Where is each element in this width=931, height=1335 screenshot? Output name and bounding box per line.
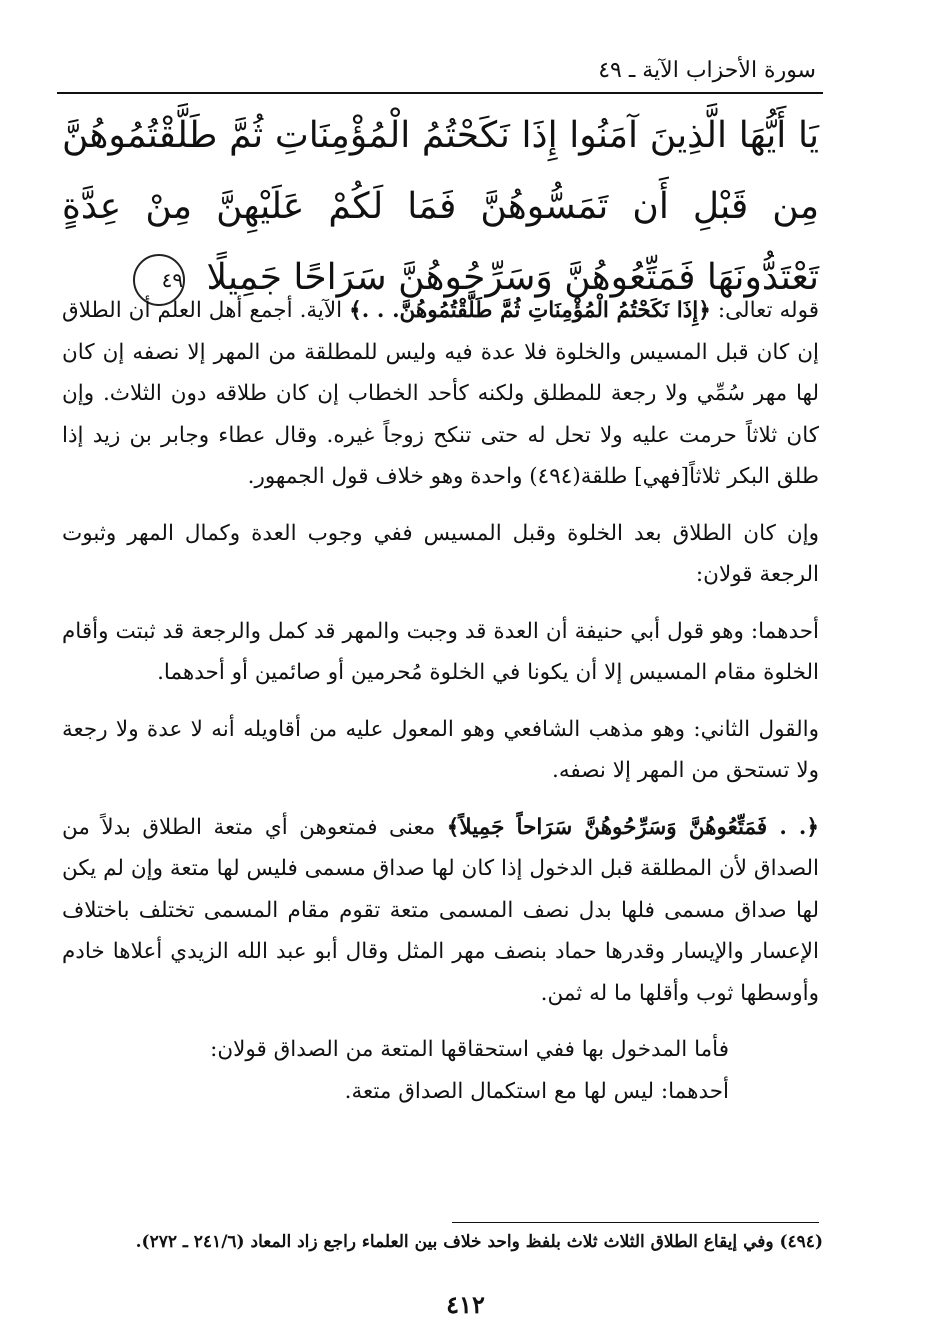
header-divider: [57, 92, 823, 94]
page-header-title: سورة الأحزاب الآية ـ ٤٩: [598, 58, 816, 83]
commentary-body: [62, 290, 819, 1112]
ayah-number-marker: ٤٩: [133, 254, 185, 306]
paragraph-1-text: الآية. أجمع أهل العلم أن الطلاق إن كان قبل المسيس والخلوة فلا عدة فيه وليس للمطلقة من المهر إلا نصفه إن كان لها مهر سُمِّي ولا رجعة للمطلق ولكنه كأحد الخطاب إن كان طلاقه دون الثلاث. وإن كان ثلاثاً حرمت عليه ولا تحل له حتى تنكح زوجاً غيره. وقال عطاء وجابر بن زيد إذا طلق البكر ثلاثاً[فهي] طلقة(٤٩٤) واحدة وهو خلاف قول الجمهور.: [62, 298, 819, 489]
footnote-divider: [452, 1222, 819, 1223]
footnote-494: (٤٩٤) وفي إيقاع الطلاق الثلاث ثلاث بلفظ واحد خلاف بين العلماء راجع زاد المعاد (٢٤١/٦ ـ ٢٧٢).: [135, 1232, 823, 1252]
paragraph-7: أحدهما: ليس لها مع استكمال الصداق متعة.: [344, 1078, 729, 1104]
paragraph-5-text: معنى فمتعوهن أي متعة الطلاق بدلاً من الصداق لأن المطلقة قبل الدخول إذا كان لها صداق مسمى فليس لها متعة وإن لم يكن لها صداق مسمى فلها بدل نصف المسمى متعة تقوم مقام المسمى تختلف باختلاف الإعسار والإيسار وقدرها حماد بنصف مهر المثل وقال أبو عبد الله الزيدي أعلاها خادم وأوسطها ثوب وأقلها ما له ثمن.: [62, 814, 819, 1006]
paragraph-1-quote: ﴿إِذَا نَكَحْتُمُ الْمُؤْمِنَاتِ ثُمَّ طَلَّقْتُمُوهُنَّ. . .﴾: [349, 298, 711, 323]
paragraph-1: [62, 290, 819, 498]
paragraph-2: وإن كان الطلاق بعد الخلوة وقبل المسيس ففي وجوب العدة وكمال المهر وثبوت الرجعة قولان:: [62, 520, 819, 587]
quran-verse-text: يَا أَيُّهَا الَّذِينَ آمَنُوا إِذَا نَكَحْتُمُ الْمُؤْمِنَاتِ ثُمَّ طَلَّقْتُمُوهُنَّ مِن قَبْلِ أَن تَمَسُّوهُنَّ فَمَا لَكُمْ عَلَيْهِنَّ مِنْ عِدَّةٍ تَعْتَدُّونَهَا فَمَتِّعُوهُنَّ وَسَرِّحُوهُنَّ سَرَاحًا جَمِيلًا: [62, 115, 819, 298]
paragraph-6: فأما المدخول بها ففي استحقاقها المتعة من الصداق قولان:: [210, 1037, 729, 1062]
page-number: ٤١٢: [446, 1290, 485, 1319]
paragraph-3: أحدهما: وهو قول أبي حنيفة أن العدة قد وجبت والمهر قد كمل والرجعة قد ثبتت وأقام الخلوة مقام المسيس إلا أن يكونا في الخلوة مُحرمين أو صائمين أو أحدهما.: [62, 618, 819, 685]
paragraph-5: [62, 807, 819, 1015]
paragraph-4: والقول الثاني: وهو مذهب الشافعي وهو المعول عليه من أقاويله أنه لا عدة ولا رجعة ولا تستحق من المهر إلا نصفه.: [62, 716, 819, 783]
paragraph-5-quote: ﴿. . فَمَتِّعُوهُنَّ وَسَرِّحُوهُنَّ سَرَاحاً جَمِيلاً﴾: [446, 814, 820, 840]
quran-verse-block: [62, 100, 819, 313]
paragraph-1-intro: قوله تعالى:: [710, 298, 819, 323]
